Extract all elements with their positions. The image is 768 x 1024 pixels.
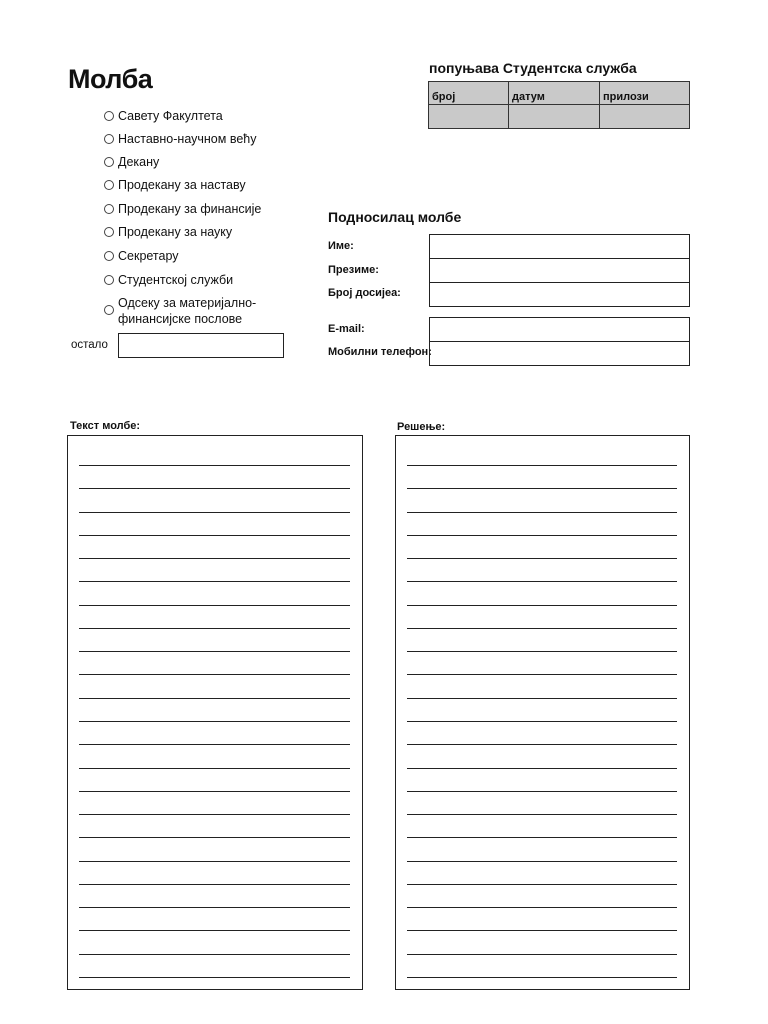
writing-line xyxy=(407,488,677,489)
writing-line xyxy=(407,535,677,536)
office-date-cell[interactable] xyxy=(509,105,600,129)
writing-line xyxy=(79,768,350,769)
writing-line xyxy=(407,558,677,559)
first-name-field[interactable] xyxy=(429,234,690,259)
writing-line xyxy=(407,907,677,908)
file-number-label: Број досијеа: xyxy=(328,287,401,299)
writing-line xyxy=(79,814,350,815)
last-name-label: Презиме: xyxy=(328,264,379,276)
recipient-option-finance-department[interactable] xyxy=(104,295,256,327)
other-label: остало xyxy=(71,339,108,351)
writing-line xyxy=(79,930,350,931)
office-column-attachments: прилози xyxy=(600,82,690,105)
request-text-area[interactable] xyxy=(67,435,363,990)
recipient-option-dean[interactable] xyxy=(104,154,159,170)
first-name-label: Име: xyxy=(328,240,354,252)
recipient-label: Продекану за науку xyxy=(118,225,233,239)
writing-line xyxy=(79,861,350,862)
radio-button[interactable] xyxy=(104,227,114,237)
office-table xyxy=(428,81,690,129)
office-table-header xyxy=(429,82,690,105)
writing-line xyxy=(407,698,677,699)
applicant-section-title: Подносилац молбе xyxy=(328,209,462,225)
email-field[interactable] xyxy=(429,317,690,342)
recipient-label: Наставно-научном већу xyxy=(118,132,257,146)
request-text-label: Текст молбе: xyxy=(70,420,141,432)
writing-line xyxy=(407,791,677,792)
writing-line xyxy=(407,977,677,978)
writing-line xyxy=(79,581,350,582)
writing-line xyxy=(79,791,350,792)
recipient-option-secretary[interactable] xyxy=(104,248,179,264)
writing-line xyxy=(407,930,677,931)
writing-line xyxy=(79,628,350,629)
writing-line xyxy=(79,651,350,652)
writing-line xyxy=(79,465,350,466)
office-number-cell[interactable] xyxy=(429,105,509,129)
recipient-label: Савету Факултета xyxy=(118,109,223,123)
writing-line xyxy=(79,674,350,675)
writing-line xyxy=(407,954,677,955)
form-title: Молба xyxy=(68,64,153,94)
writing-line xyxy=(79,698,350,699)
writing-line xyxy=(407,721,677,722)
writing-line xyxy=(407,628,677,629)
radio-button[interactable] xyxy=(104,134,114,144)
writing-line xyxy=(407,512,677,513)
office-column-date: датум xyxy=(509,82,600,105)
writing-line xyxy=(79,488,350,489)
writing-line xyxy=(79,605,350,606)
writing-line xyxy=(79,535,350,536)
decision-area[interactable] xyxy=(395,435,690,990)
radio-button[interactable] xyxy=(104,251,114,261)
writing-line xyxy=(79,721,350,722)
recipient-option-vice-dean-teaching[interactable] xyxy=(104,177,246,193)
writing-line xyxy=(407,465,677,466)
decision-label: Решење: xyxy=(397,421,446,433)
writing-line xyxy=(79,884,350,885)
office-column-number: број xyxy=(429,82,509,105)
writing-line xyxy=(79,837,350,838)
writing-line xyxy=(79,977,350,978)
recipient-option-council[interactable] xyxy=(104,108,223,124)
mobile-phone-field[interactable] xyxy=(429,341,690,366)
writing-line xyxy=(407,651,677,652)
recipient-label: Одсеку за материјално- финансијске послове xyxy=(118,296,257,326)
radio-button[interactable] xyxy=(104,111,114,121)
recipient-label: Продекану за финансије xyxy=(118,202,262,216)
recipient-label: Секретару xyxy=(118,249,179,263)
radio-button[interactable] xyxy=(104,305,114,315)
radio-button[interactable] xyxy=(104,180,114,190)
writing-line xyxy=(407,837,677,838)
recipient-label: Студентској служби xyxy=(118,273,234,287)
radio-button[interactable] xyxy=(104,204,114,214)
writing-line xyxy=(79,512,350,513)
writing-line xyxy=(407,884,677,885)
last-name-field[interactable] xyxy=(429,258,690,283)
radio-button[interactable] xyxy=(104,157,114,167)
recipient-option-scientific-council[interactable] xyxy=(104,131,256,147)
other-input[interactable] xyxy=(118,333,284,358)
recipient-label: Продекану за наставу xyxy=(118,178,246,192)
email-label: E-mail: xyxy=(328,323,365,335)
writing-line xyxy=(407,605,677,606)
file-number-field[interactable] xyxy=(429,282,690,307)
writing-line xyxy=(407,744,677,745)
office-attachments-cell[interactable] xyxy=(600,105,690,129)
writing-line xyxy=(407,861,677,862)
writing-line xyxy=(407,674,677,675)
writing-line xyxy=(79,558,350,559)
recipient-option-vice-dean-finance[interactable] xyxy=(104,201,261,217)
office-table-row xyxy=(429,105,690,129)
writing-line xyxy=(407,814,677,815)
recipient-option-student-office[interactable] xyxy=(104,272,233,288)
writing-line xyxy=(79,907,350,908)
writing-line xyxy=(407,581,677,582)
office-section-title: попуњава Студентска служба xyxy=(429,60,637,76)
writing-line xyxy=(407,768,677,769)
writing-line xyxy=(79,954,350,955)
recipient-label: Декану xyxy=(118,155,160,169)
mobile-phone-label: Мобилни телефон: xyxy=(328,346,432,358)
radio-button[interactable] xyxy=(104,275,114,285)
recipient-option-vice-dean-science[interactable] xyxy=(104,224,232,240)
writing-line xyxy=(79,744,350,745)
